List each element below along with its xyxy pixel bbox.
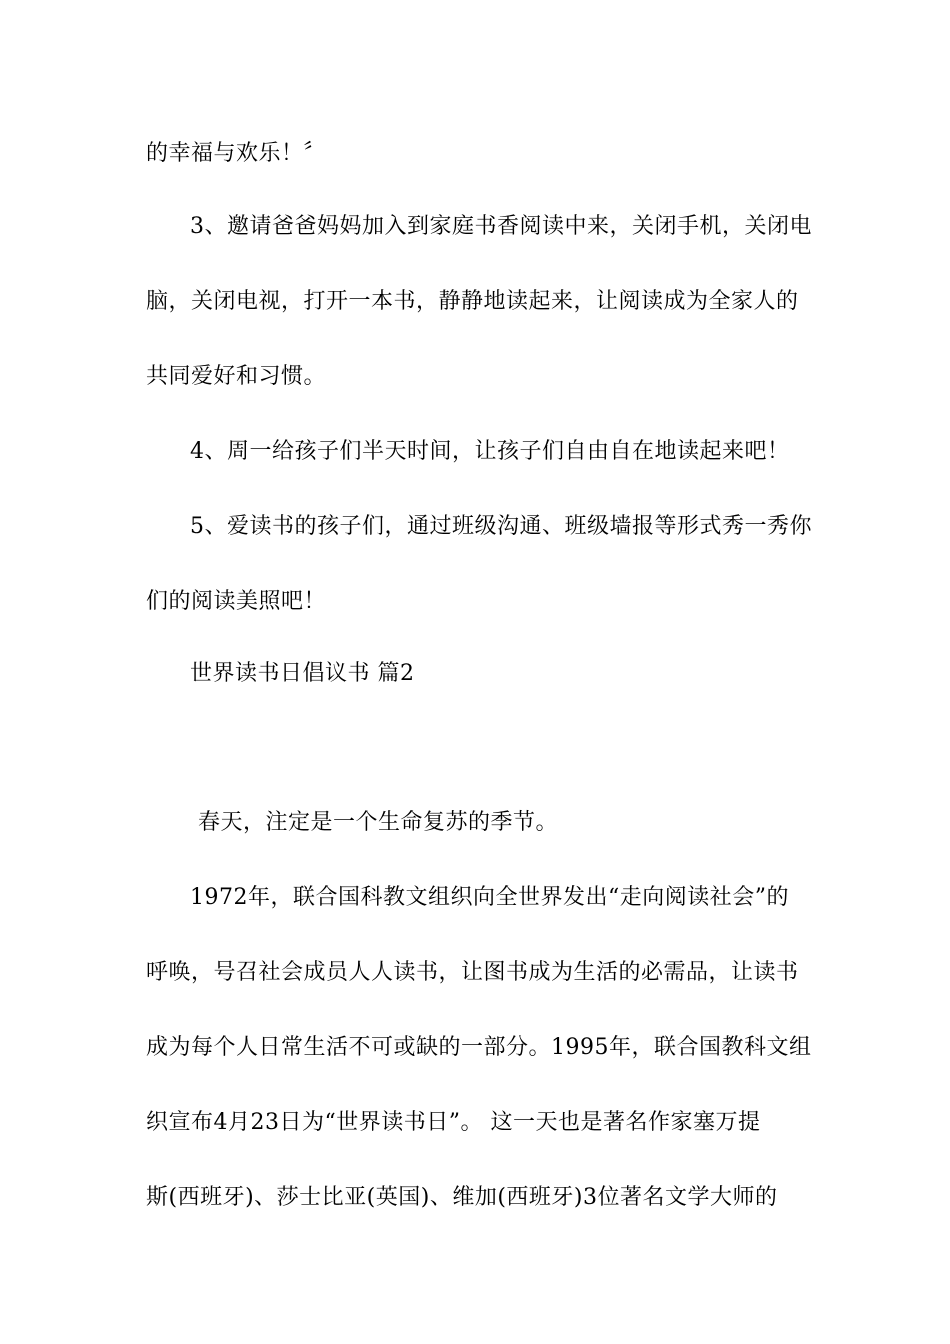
section-heading: 世界读书日倡议书 篇2 bbox=[190, 661, 415, 686]
paragraph-line: 的幸福与欢乐！〞 bbox=[146, 141, 327, 166]
paragraph-line: 呼唤，号召社会成员人人读书，让图书成为生活的必需品，让读书 bbox=[146, 960, 799, 985]
paragraph-line: 织宣布4月23日为“世界读书日”。 这一天也是著名作家塞万提 bbox=[146, 1110, 761, 1135]
paragraph-line: 成为每个人日常生活不可或缺的一部分。1995年，联合国教科文组 bbox=[146, 1035, 812, 1060]
paragraph-line: 3、邀请爸爸妈妈加入到家庭书香阅读中来，关闭手机，关闭电 bbox=[190, 214, 812, 239]
paragraph-line: 春天，注定是一个生命复苏的季节。 bbox=[198, 810, 559, 835]
paragraph-line: 斯(西班牙)、莎士比亚(英国)、维加(西班牙)3位著名文学大师的 bbox=[146, 1185, 778, 1210]
paragraph-line: 5、爱读书的孩子们，通过班级沟通、班级墙报等形式秀一秀你 bbox=[190, 514, 812, 539]
paragraph-line: 们的阅读美照吧！ bbox=[146, 589, 327, 614]
paragraph-line: 共同爱好和习惯。 bbox=[146, 364, 327, 389]
paragraph-line: 脑，关闭电视，打开一本书，静静地读起来，让阅读成为全家人的 bbox=[146, 289, 799, 314]
paragraph-line: 4、周一给孩子们半天时间，让孩子们自由自在地读起来吧！ bbox=[190, 439, 790, 464]
paragraph-line: 1972年，联合国科教文组织向全世界发出“走向阅读社会”的 bbox=[190, 885, 789, 910]
